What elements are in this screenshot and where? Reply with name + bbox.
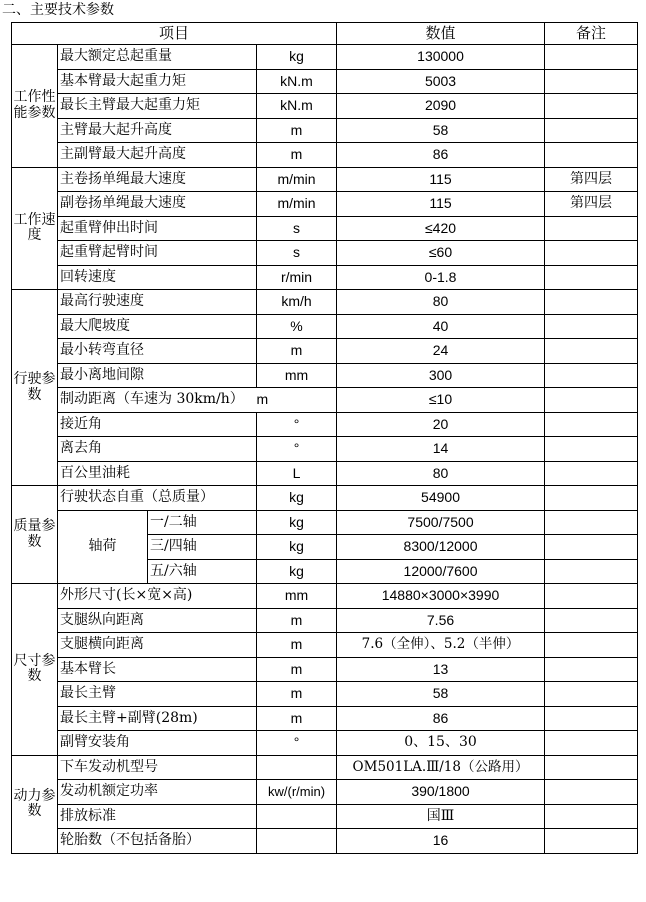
row-unit: kw/(r/min) (257, 780, 337, 805)
row-unit (257, 829, 337, 854)
row-value: 86 (337, 143, 545, 168)
table-row (12, 584, 638, 609)
technical-parameters-table (11, 22, 638, 854)
table-row (12, 265, 638, 290)
table-row (12, 69, 638, 94)
category-performance: 工作性能参数 (12, 45, 58, 168)
row-note (545, 510, 638, 535)
table-row (12, 192, 638, 217)
header-item: 项目 (12, 23, 337, 45)
row-value: 0、15、30 (337, 731, 545, 756)
row-item: 基本臂最大起重力矩 (58, 69, 257, 94)
table-header-row (12, 23, 638, 45)
row-item: 最小转弯直径 (58, 339, 257, 364)
row-unit: m (257, 657, 337, 682)
row-unit: kg (257, 45, 337, 70)
row-note (545, 633, 638, 658)
row-note (545, 143, 638, 168)
row-value: 24 (337, 339, 545, 364)
table-row (12, 437, 638, 462)
table-row (12, 486, 638, 511)
row-unit (257, 755, 337, 780)
header-value: 数值 (337, 23, 545, 45)
row-item: 副卷扬单绳最大速度 (58, 192, 257, 217)
row-note (545, 559, 638, 584)
row-value: 国Ⅲ (337, 804, 545, 829)
row-note (545, 290, 638, 315)
row-value: 130000 (337, 45, 545, 70)
axle-load-label: 轴荷 (58, 510, 148, 584)
row-value: 80 (337, 290, 545, 315)
category-mass: 质量参数 (12, 486, 58, 584)
row-note (545, 584, 638, 609)
table-row (12, 290, 638, 315)
row-value: OM501LA.Ⅲ/18（公路用） (337, 755, 545, 780)
table-row (12, 143, 638, 168)
row-item: 轮胎数（不包括备胎） (58, 829, 257, 854)
table-row (12, 682, 638, 707)
row-note (545, 706, 638, 731)
row-value: 14 (337, 437, 545, 462)
row-unit: s (257, 241, 337, 266)
row-item: 排放标准 (58, 804, 257, 829)
row-value: 8300/12000 (337, 535, 545, 560)
row-item: 百公里油耗 (58, 461, 257, 486)
category-speed: 工作速度 (12, 167, 58, 290)
row-note (545, 804, 638, 829)
table-row (12, 216, 638, 241)
table-row (12, 314, 638, 339)
row-item: 回转速度 (58, 265, 257, 290)
row-note (545, 829, 638, 854)
row-unit: m (257, 608, 337, 633)
row-item: 副臂安装角 (58, 731, 257, 756)
row-unit: mm (257, 584, 337, 609)
row-note (545, 314, 638, 339)
table-row (12, 241, 638, 266)
row-value: ≤420 (337, 216, 545, 241)
section-title: 二、主要技术参数 (2, 2, 114, 18)
row-value: 80 (337, 461, 545, 486)
row-note (545, 461, 638, 486)
row-unit (257, 804, 337, 829)
row-value: 300 (337, 363, 545, 388)
row-item: 离去角 (58, 437, 257, 462)
row-unit: m (257, 339, 337, 364)
row-note (545, 265, 638, 290)
row-note (545, 45, 638, 70)
row-item: 主副臂最大起升高度 (58, 143, 257, 168)
row-item: 行驶状态自重（总质量） (58, 486, 257, 511)
row-unit: s (257, 216, 337, 241)
row-value: 0-1.8 (337, 265, 545, 290)
row-unit: km/h (257, 290, 337, 315)
table-row (12, 657, 638, 682)
row-value: 40 (337, 314, 545, 339)
table-row (12, 388, 638, 413)
row-unit: m (257, 633, 337, 658)
row-value: 20 (337, 412, 545, 437)
row-value: 7.56 (337, 608, 545, 633)
table-row (12, 633, 638, 658)
row-item: 最长主臂 (58, 682, 257, 707)
row-note: 第四层 (545, 167, 638, 192)
row-item: 五/六轴 (148, 559, 257, 584)
table-row (12, 45, 638, 70)
row-item: 支腿纵向距离 (58, 608, 257, 633)
row-note: 第四层 (545, 192, 638, 217)
row-note (545, 69, 638, 94)
row-note (545, 755, 638, 780)
row-unit: r/min (257, 265, 337, 290)
category-power: 动力参数 (12, 755, 58, 853)
row-item: 制动距离（车速为 30km/h） (58, 388, 257, 413)
row-unit: mm (257, 363, 337, 388)
table-row (12, 608, 638, 633)
row-note (545, 216, 638, 241)
row-unit: m (257, 682, 337, 707)
table-row (12, 412, 638, 437)
row-value: 14880×3000×3990 (337, 584, 545, 609)
row-item: 基本臂长 (58, 657, 257, 682)
row-note (545, 388, 638, 413)
table-row (12, 510, 638, 535)
row-unit: kN.m (257, 69, 337, 94)
header-note: 备注 (545, 23, 638, 45)
row-note (545, 486, 638, 511)
row-value: 13 (337, 657, 545, 682)
row-item: 最大额定总起重量 (58, 45, 257, 70)
category-dimensions: 尺寸参数 (12, 584, 58, 756)
table-row (12, 804, 638, 829)
row-note (545, 94, 638, 119)
row-note (545, 731, 638, 756)
row-item: 发动机额定功率 (58, 780, 257, 805)
row-item: 一/二轴 (148, 510, 257, 535)
row-item: 最高行驶速度 (58, 290, 257, 315)
table-row (12, 755, 638, 780)
table-row (12, 363, 638, 388)
row-note (545, 657, 638, 682)
row-item: 起重臂伸出时间 (58, 216, 257, 241)
row-value: 54900 (337, 486, 545, 511)
table-row (12, 780, 638, 805)
row-item: 最长主臂最大起重力矩 (58, 94, 257, 119)
row-value: 58 (337, 682, 545, 707)
row-unit: ° (257, 437, 337, 462)
row-item: 起重臂起臂时间 (58, 241, 257, 266)
row-value: 7.6（全伸）、5.2（半伸） (337, 633, 545, 658)
row-unit: kg (257, 535, 337, 560)
table-row (12, 167, 638, 192)
row-unit: m (257, 388, 337, 413)
row-item: 下车发动机型号 (58, 755, 257, 780)
row-unit: L (257, 461, 337, 486)
row-unit: m/min (257, 192, 337, 217)
row-note (545, 118, 638, 143)
row-value: 115 (337, 192, 545, 217)
row-item: 接近角 (58, 412, 257, 437)
row-unit: m (257, 143, 337, 168)
row-value: 86 (337, 706, 545, 731)
row-item: 最小离地间隙 (58, 363, 257, 388)
row-value: ≤10 (337, 388, 545, 413)
row-value: ≤60 (337, 241, 545, 266)
row-unit: ° (257, 412, 337, 437)
row-unit: ° (257, 731, 337, 756)
row-item: 最长主臂+副臂(28m) (58, 706, 257, 731)
table-row (12, 118, 638, 143)
table-row (12, 731, 638, 756)
row-note (545, 241, 638, 266)
table-row (12, 706, 638, 731)
row-unit: kg (257, 559, 337, 584)
row-value: 16 (337, 829, 545, 854)
row-item: 主卷扬单绳最大速度 (58, 167, 257, 192)
row-note (545, 608, 638, 633)
row-unit: kg (257, 510, 337, 535)
row-unit: m/min (257, 167, 337, 192)
row-unit: kN.m (257, 94, 337, 119)
row-item: 外形尺寸(长×宽×高) (58, 584, 257, 609)
row-value: 7500/7500 (337, 510, 545, 535)
row-item: 最大爬坡度 (58, 314, 257, 339)
row-note (545, 363, 638, 388)
category-driving: 行驶参数 (12, 290, 58, 486)
table-row (12, 94, 638, 119)
row-item: 主臂最大起升高度 (58, 118, 257, 143)
row-note (545, 682, 638, 707)
row-note (545, 339, 638, 364)
row-unit: kg (257, 486, 337, 511)
row-value: 390/1800 (337, 780, 545, 805)
row-value: 2090 (337, 94, 545, 119)
row-note (545, 780, 638, 805)
row-value: 115 (337, 167, 545, 192)
table-row (12, 339, 638, 364)
row-value: 5003 (337, 69, 545, 94)
row-value: 12000/7600 (337, 559, 545, 584)
row-item: 支腿横向距离 (58, 633, 257, 658)
row-unit: m (257, 706, 337, 731)
table-row (12, 461, 638, 486)
row-note (545, 412, 638, 437)
row-item: 三/四轴 (148, 535, 257, 560)
table-row (12, 829, 638, 854)
row-note (545, 535, 638, 560)
row-value: 58 (337, 118, 545, 143)
row-note (545, 437, 638, 462)
row-unit: m (257, 118, 337, 143)
row-unit: % (257, 314, 337, 339)
